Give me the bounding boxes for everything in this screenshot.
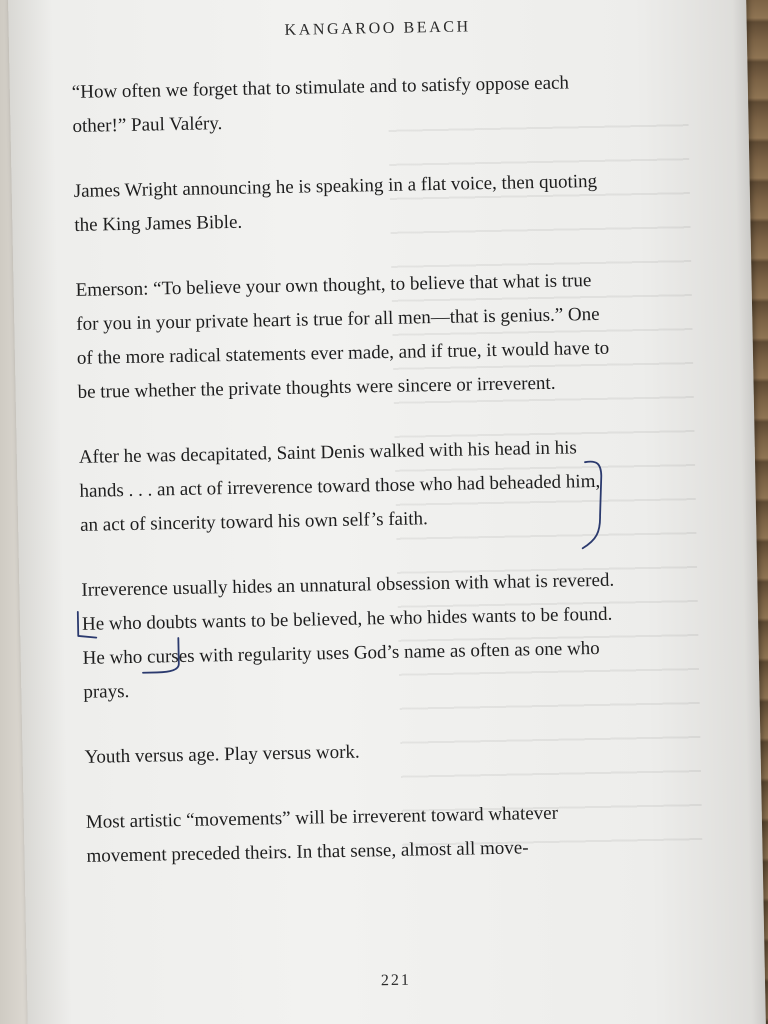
paragraph-youth-age: Youth versus age. Play versus work.	[84, 741, 360, 768]
page-body	[72, 66, 628, 905]
paragraph-artistic-movements: Most artistic “movements” will be irreverent toward whatever movement preceded theirs. In that sense, almost all move-	[85, 802, 559, 867]
page-number: 221	[380, 971, 412, 990]
paragraph-saint-denis: After he was decapitated, Saint Denis walked with his head in his hands . . . an act of irreverence toward those who had beheaded him, an act of sincerity toward his own self’s faith.	[78, 437, 601, 536]
paragraph-emerson: Emerson: “To believe your own thought, to believe that what is true for you in your private heart is true for all men—that is genius.” One of the more radical statements ever made, and if true, it would have to be true whether the private thoughts were sincere or irreverent.	[75, 270, 610, 403]
paragraph-valery-quote: “How often we forget that to stimulate and to satisfy oppose each other!” Paul Valéry.	[71, 72, 570, 137]
paragraph-irreverence: Irreverence usually hides an unnatural obsession with what is revered. He who doubts wants to be believed, he who hides wants to be found. He who curses with regularity uses God’s name as often as one who prays.	[81, 569, 615, 703]
running-head: KANGAROO BEACH	[284, 18, 471, 39]
book-page	[8, 0, 766, 1024]
paragraph-james-wright: James Wright announcing he is speaking in a flat voice, then quoting the King James Bible.	[73, 170, 598, 236]
